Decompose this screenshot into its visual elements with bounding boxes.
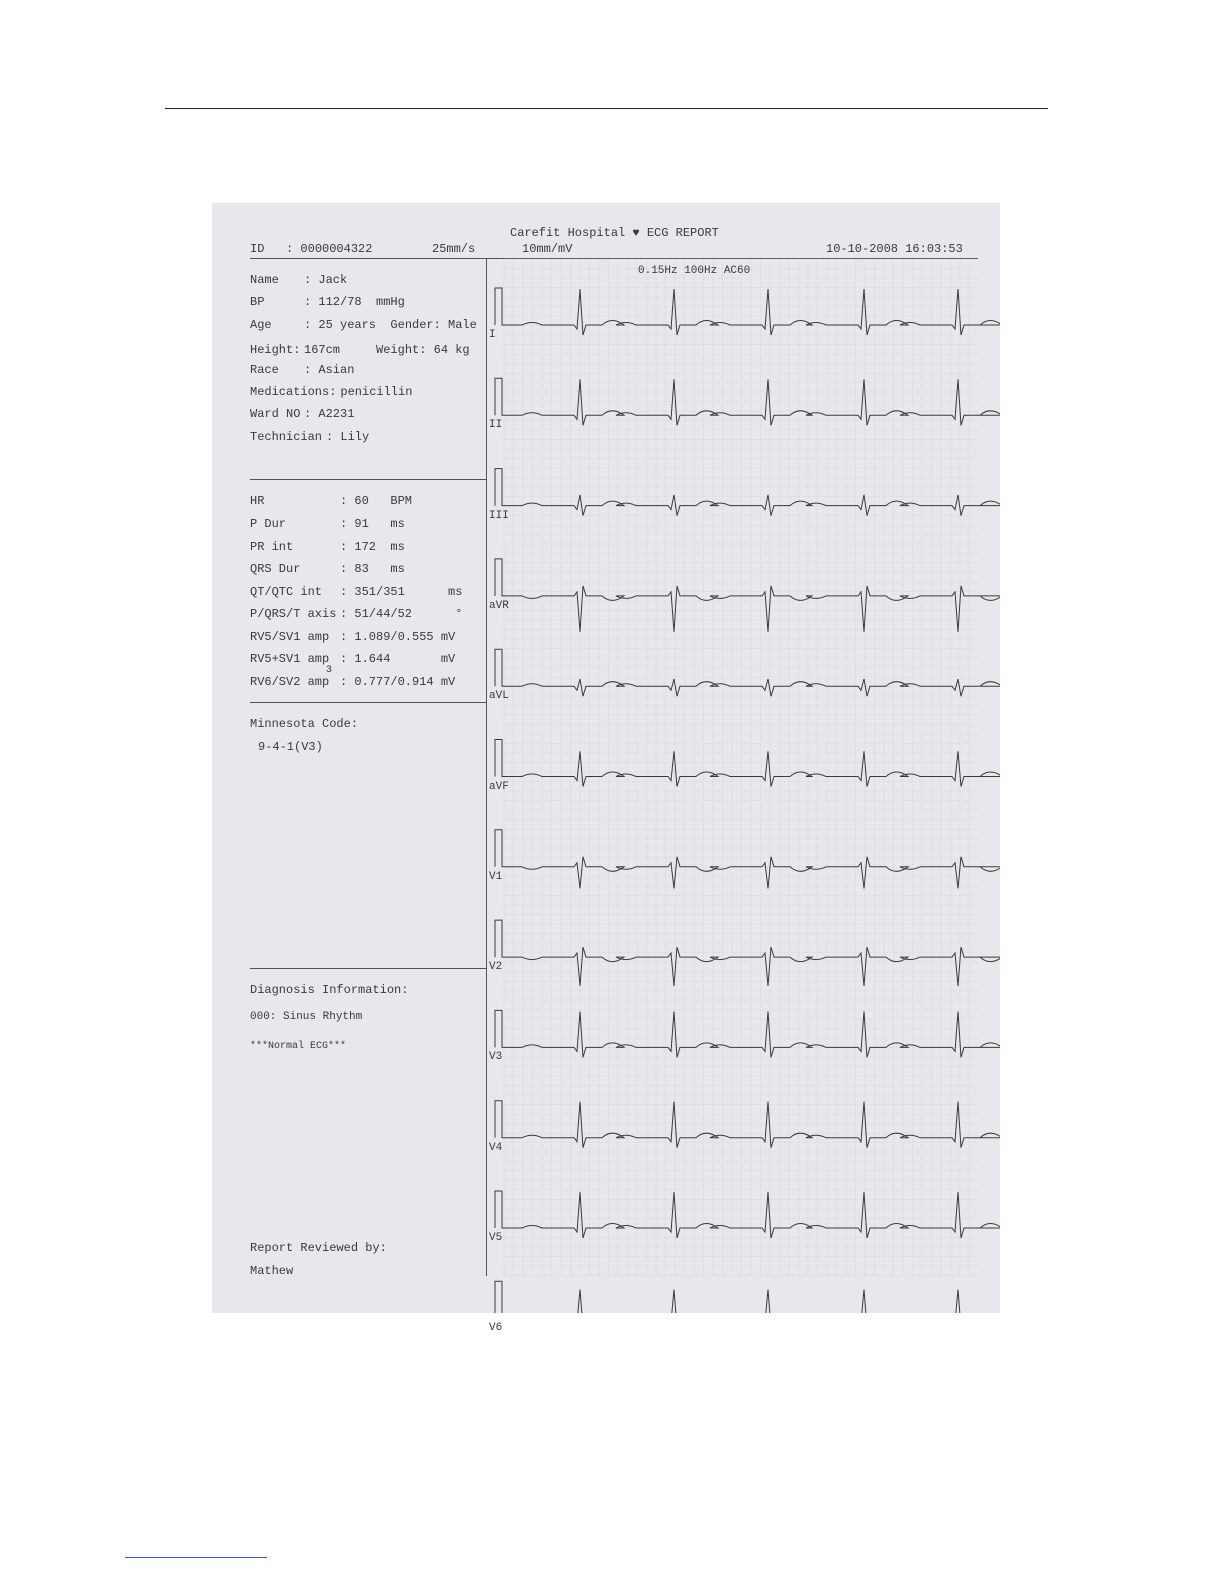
measurement-value: : 1.089/0.555 mV [340,630,456,644]
measurement-value: : 172 ms [340,540,405,554]
minnesota-label: Minnesota Code: [250,717,359,731]
ecg-trace-V6 [495,1281,1000,1313]
patient-field-value: : 25 years Gender: Male [304,318,477,332]
id-value: 0000004322 [300,242,373,256]
lead-label: I [489,329,496,341]
lead-label: aVL [489,690,509,703]
lead-label: aVF [489,780,509,793]
lead-label: V4 [489,1141,503,1154]
patient-field-label: Medications: [250,385,337,399]
measurement-label: RV5/SV1 amp [250,630,330,644]
measurement-label: RV5+SV1 amp [250,652,330,666]
patient-id: ID : 0000004322 [250,242,373,256]
patient-field-value: : 112/78 mmHg [304,295,405,309]
measurement-value: : 51/44/52 ° [340,607,463,621]
review-label: Report Reviewed by: [250,1241,387,1255]
page-mark: 3 [326,665,333,676]
measurement-label: P Dur [250,517,287,531]
report-type: ECG REPORT [646,226,719,240]
measurement-value: : 83 ms [340,562,405,576]
patient-field-value: : Jack [304,273,348,287]
patient-field-value: : A2231 [304,407,355,421]
measurement-value: : 60 BPM [340,494,413,508]
patient-field-label: Name [250,273,279,287]
measurement-value: : 91 ms [340,517,405,531]
lead-label: V1 [489,870,503,883]
measurement-label: QT/QTC int [250,585,323,599]
lead-label: V5 [489,1232,503,1244]
lead-label: III [489,509,509,522]
patient-field-label: BP [250,295,265,309]
heart-icon: ♥ [632,226,640,240]
diagnosis-line2: ***Normal ECG*** [250,1041,347,1052]
patient-field-label: Race [250,363,279,377]
measurement-label: QRS Dur [250,562,301,576]
filter-setting: 0.15Hz 100Hz AC60 [638,265,751,277]
patient-field-label: Ward NO [250,407,301,421]
measurement-label: PR int [250,540,294,554]
measurement-label: RV6/SV2 amp [250,675,330,689]
diagnosis-label: Diagnosis Information: [250,983,409,997]
report-datetime: 10-10-2008 16:03:53 [826,242,963,256]
ecg-report-sheet [212,203,1000,1335]
patient-field-value: 167cm Weight: 64 kg [304,343,470,357]
paper-speed: 25mm/s [432,242,476,256]
ecg-traces [212,203,1000,1313]
ecg-grid [504,259,978,1276]
patient-field-label: Age [250,318,272,332]
measurement-value: : 0.777/0.914 mV [340,675,456,689]
patient-field-value: : Asian [304,363,355,377]
diagnosis-line1: 000: Sinus Rhythm [250,1011,363,1023]
lead-label: aVR [489,599,509,612]
patient-field-label: Technician [250,430,323,444]
hospital-name: Carefit Hospital [510,226,626,240]
patient-field-value: : Lily [326,430,370,444]
reviewer-name: Mathew [250,1264,294,1278]
measurement-value: : 351/351 ms [340,585,463,599]
patient-field-value: penicillin [340,385,413,399]
lead-label: V3 [489,1051,503,1064]
measurement-label: HR [250,494,265,508]
lead-label: V6 [489,1322,503,1335]
measurement-value: : 1.644 mV [340,652,456,666]
lead-label: II [489,419,503,432]
id-label: ID [250,242,265,256]
patient-field-label: Height: [250,343,301,357]
footnote-rule [125,1557,267,1558]
minnesota-code: 9-4-1(V3) [258,740,323,754]
lead-label: V2 [489,961,503,974]
page-top-rule [165,108,1048,109]
measurement-label: P/QRS/T axis [250,607,337,621]
gain-setting: 10mm/mV [522,242,573,256]
